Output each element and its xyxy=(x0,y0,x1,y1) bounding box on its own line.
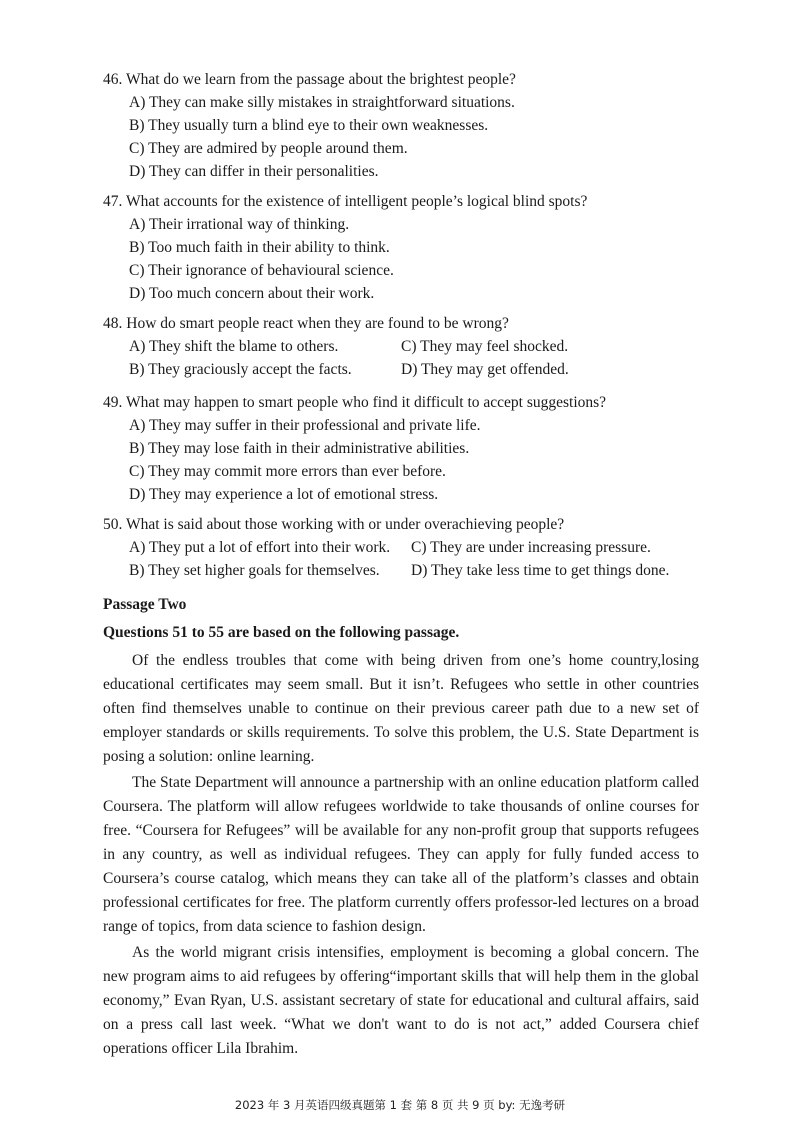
question-49 xyxy=(103,391,703,506)
option-c: C) Their ignorance of behavioural science. xyxy=(129,262,394,279)
question-46 xyxy=(103,68,703,183)
option-b: B) They set higher goals for themselves. xyxy=(129,562,380,579)
option-c: C) They may feel shocked. xyxy=(401,338,569,355)
option-d: D) They may get offended. xyxy=(401,361,569,378)
option-d: D) They may experience a lot of emotional stress. xyxy=(129,486,439,503)
passage-paragraph-3: As the world migrant crisis intensifies, employment is becoming a global concern. The new program aims to aid refugees by offering“important skills that will help them in the global economy,” Evan Ryan, U.S. assistant secretary of state for educational and cultural affairs, said on a press call last week. “What we don't want to do is not act,” added Coursera chief operations officer Lila Ibrahim. xyxy=(103,944,699,1057)
option-d: D) Too much concern about their work. xyxy=(129,285,375,302)
option-b: B) They usually turn a blind eye to their own weaknesses. xyxy=(129,117,489,134)
passage-title: Passage Two xyxy=(103,596,187,613)
question-stem: 48. How do smart people react when they are found to be wrong? xyxy=(103,315,509,332)
question-stem: 46. What do we learn from the passage about the brightest people? xyxy=(103,71,516,88)
passage-paragraph-1: Of the endless troubles that come with being driven from one’s home country,losing educational certificates may seem small. But it isn’t. Refugees who settle in other countries often find themselves unable to continue on their previous career path due to a new set of employer standards or skills requirements. To solve this problem, the U.S. State Department is posing a solution: online learning. xyxy=(103,652,699,765)
option-c: C) They may commit more errors than ever before. xyxy=(129,463,446,480)
question-47 xyxy=(103,190,703,305)
option-c: C) They are under increasing pressure. xyxy=(411,539,651,556)
page-footer: 2023 年 3 月英语四级真题第 1 套 第 8 页 共 9 页 by: 无逸考研 xyxy=(234,1098,566,1112)
option-b: B) They may lose faith in their administrative abilities. xyxy=(129,440,470,457)
passage-paragraph-2: The State Department will announce a partnership with an online education platform called Coursera. The platform will allow refugees worldwide to take thousands of online courses for free. “Coursera for Refugees” will be available for any non-profit group that supports refugees in any country, as well as individual refugees. They can apply for fully funded access to Coursera’s course catalog, which means they can take all of the platform’s classes and obtain professional certificates for free. The platform currently offers professor-led lectures on a broad range of topics, from data science to fashion design. xyxy=(103,774,699,935)
option-row xyxy=(103,536,703,559)
option-a: A) They may suffer in their professional and private life. xyxy=(129,417,481,434)
option-d: D) They take less time to get things done. xyxy=(411,562,670,579)
option-a: A) They can make silly mistakes in straightforward situations. xyxy=(129,94,515,111)
option-row xyxy=(103,358,703,381)
option-row xyxy=(103,559,703,582)
option-b: B) Too much faith in their ability to think. xyxy=(129,239,390,256)
passage-instruction: Questions 51 to 55 are based on the following passage. xyxy=(103,624,460,641)
option-a: A) Their irrational way of thinking. xyxy=(129,216,350,233)
question-stem: 47. What accounts for the existence of intelligent people’s logical blind spots? xyxy=(103,193,588,210)
option-c: C) They are admired by people around them. xyxy=(129,140,408,157)
question-stem: 50. What is said about those working with or under overachieving people? xyxy=(103,516,565,533)
option-d: D) They can differ in their personalities. xyxy=(129,163,379,180)
question-stem: 49. What may happen to smart people who find it difficult to accept suggestions? xyxy=(103,394,607,411)
option-row xyxy=(103,335,703,358)
question-50 xyxy=(103,513,703,582)
option-a: A) They put a lot of effort into their work. xyxy=(129,539,391,556)
option-a: A) They shift the blame to others. xyxy=(129,338,339,355)
option-b: B) They graciously accept the facts. xyxy=(129,361,352,378)
question-48 xyxy=(103,312,703,381)
